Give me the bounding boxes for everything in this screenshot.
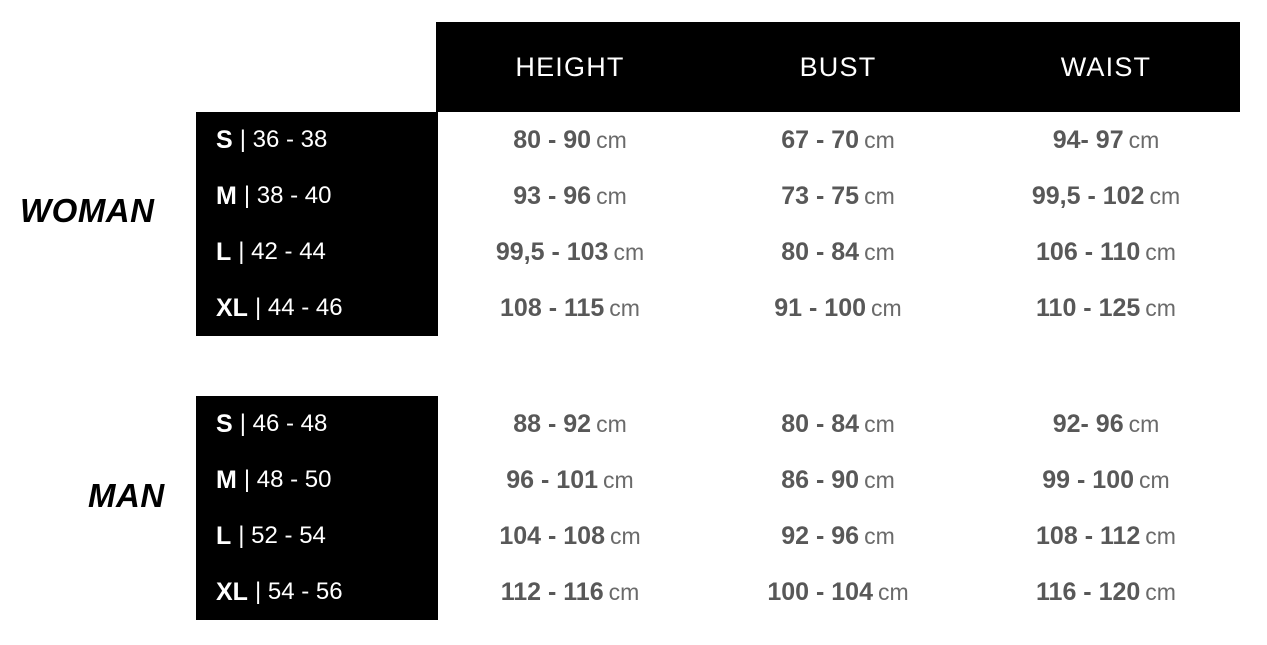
unit: cm [608, 578, 640, 605]
size-row-woman-m [196, 168, 438, 224]
cell-bust [704, 238, 972, 267]
unit: cm [613, 238, 645, 265]
value: 108 - 112 [1036, 521, 1141, 550]
unit: cm [1128, 126, 1160, 153]
size-label: M [216, 181, 237, 210]
cell-height [436, 126, 704, 155]
group-label-woman: WOMAN [20, 192, 155, 229]
table-row [436, 452, 1240, 508]
table-row [436, 280, 1240, 336]
value: 88 - 92 [513, 409, 592, 438]
size-range: | 46 - 48 [239, 410, 328, 437]
cell-height [436, 410, 704, 439]
size-label: XL [216, 293, 248, 322]
value: 93 - 96 [513, 181, 592, 210]
value: 92- 96 [1052, 409, 1124, 438]
size-row-man-l [196, 508, 438, 564]
measurements-man [436, 396, 1240, 620]
value: 110 - 125 [1036, 293, 1141, 322]
cell-waist [972, 522, 1240, 551]
table-row [436, 396, 1240, 452]
cell-height [436, 238, 704, 267]
unit: cm [596, 410, 627, 437]
cell-waist [972, 466, 1240, 495]
unit: cm [871, 294, 902, 321]
value: 108 - 115 [500, 293, 605, 322]
size-range: | 36 - 38 [239, 126, 328, 153]
cell-bust [704, 578, 972, 607]
unit: cm [1145, 238, 1176, 265]
size-column-man [196, 396, 438, 620]
value: 91 - 100 [774, 293, 867, 322]
size-column-woman [196, 112, 438, 336]
cell-height [436, 466, 704, 495]
size-range: | 54 - 56 [254, 578, 343, 605]
unit: cm [1145, 294, 1176, 321]
value: 112 - 116 [500, 577, 604, 606]
value: 73 - 75 [781, 181, 860, 210]
unit: cm [1149, 182, 1181, 209]
cell-waist [972, 182, 1240, 211]
value: 100 - 104 [767, 577, 873, 606]
cell-bust [704, 294, 972, 323]
value: 92 - 96 [781, 521, 860, 550]
size-range: | 48 - 50 [243, 466, 332, 493]
cell-bust [704, 522, 972, 551]
value: 99 - 100 [1042, 465, 1135, 494]
unit: cm [596, 126, 627, 153]
unit: cm [1145, 522, 1176, 549]
unit: cm [864, 126, 895, 153]
value: 99,5 - 102 [1031, 181, 1145, 210]
value: 80 - 84 [781, 237, 860, 266]
table-row [436, 168, 1240, 224]
table-row [436, 112, 1240, 168]
value: 104 - 108 [499, 521, 605, 550]
cell-waist [972, 578, 1240, 607]
group-label-man: MAN [88, 477, 165, 514]
table-row [436, 508, 1240, 564]
size-label: S [216, 409, 233, 438]
cell-waist [972, 410, 1240, 439]
value: 116 - 120 [1036, 577, 1141, 606]
size-row-man-xl [196, 564, 438, 620]
table-row [436, 564, 1240, 620]
table-row [436, 224, 1240, 280]
unit: cm [877, 578, 909, 605]
value: 99,5 - 103 [495, 237, 609, 266]
size-range: | 44 - 46 [254, 294, 343, 321]
cell-bust [704, 126, 972, 155]
value: 106 - 110 [1036, 237, 1141, 266]
value: 80 - 84 [781, 409, 860, 438]
unit: cm [864, 238, 895, 265]
unit: cm [1145, 578, 1176, 605]
cell-height [436, 522, 704, 551]
cell-waist [972, 238, 1240, 267]
size-label: XL [216, 577, 248, 606]
size-range: | 52 - 54 [238, 522, 326, 549]
unit: cm [596, 182, 627, 209]
cell-height [436, 182, 704, 211]
column-header-bust: BUST [799, 51, 877, 82]
column-header-height: HEIGHT [515, 51, 625, 82]
cell-height [436, 578, 704, 607]
unit: cm [864, 522, 895, 549]
size-label: L [216, 237, 232, 266]
unit: cm [609, 522, 641, 549]
cell-waist [972, 126, 1240, 155]
cell-bust [704, 410, 972, 439]
cell-bust [704, 466, 972, 495]
cell-bust [704, 182, 972, 211]
unit: cm [864, 466, 895, 493]
column-header-waist: WAIST [1060, 51, 1152, 82]
size-row-woman-s [196, 112, 438, 168]
value: 94- 97 [1052, 125, 1124, 154]
unit: cm [864, 182, 895, 209]
value: 67 - 70 [781, 125, 860, 154]
size-row-woman-xl [196, 280, 438, 336]
measurements-woman [436, 112, 1240, 336]
size-label: L [216, 521, 232, 550]
unit: cm [1128, 410, 1160, 437]
size-label: S [216, 125, 233, 154]
value: 80 - 90 [513, 125, 592, 154]
size-range: | 38 - 40 [243, 182, 332, 209]
size-row-man-m [196, 452, 438, 508]
unit: cm [864, 410, 895, 437]
size-row-woman-l [196, 224, 438, 280]
size-range: | 42 - 44 [238, 238, 326, 265]
unit: cm [609, 294, 640, 321]
table-header [436, 22, 1240, 112]
size-label: M [216, 465, 237, 494]
unit: cm [603, 466, 634, 493]
size-row-man-s [196, 396, 438, 452]
cell-height [436, 294, 704, 323]
value: 96 - 101 [506, 465, 599, 494]
value: 86 - 90 [781, 465, 860, 494]
unit: cm [1139, 466, 1170, 493]
cell-waist [972, 294, 1240, 323]
